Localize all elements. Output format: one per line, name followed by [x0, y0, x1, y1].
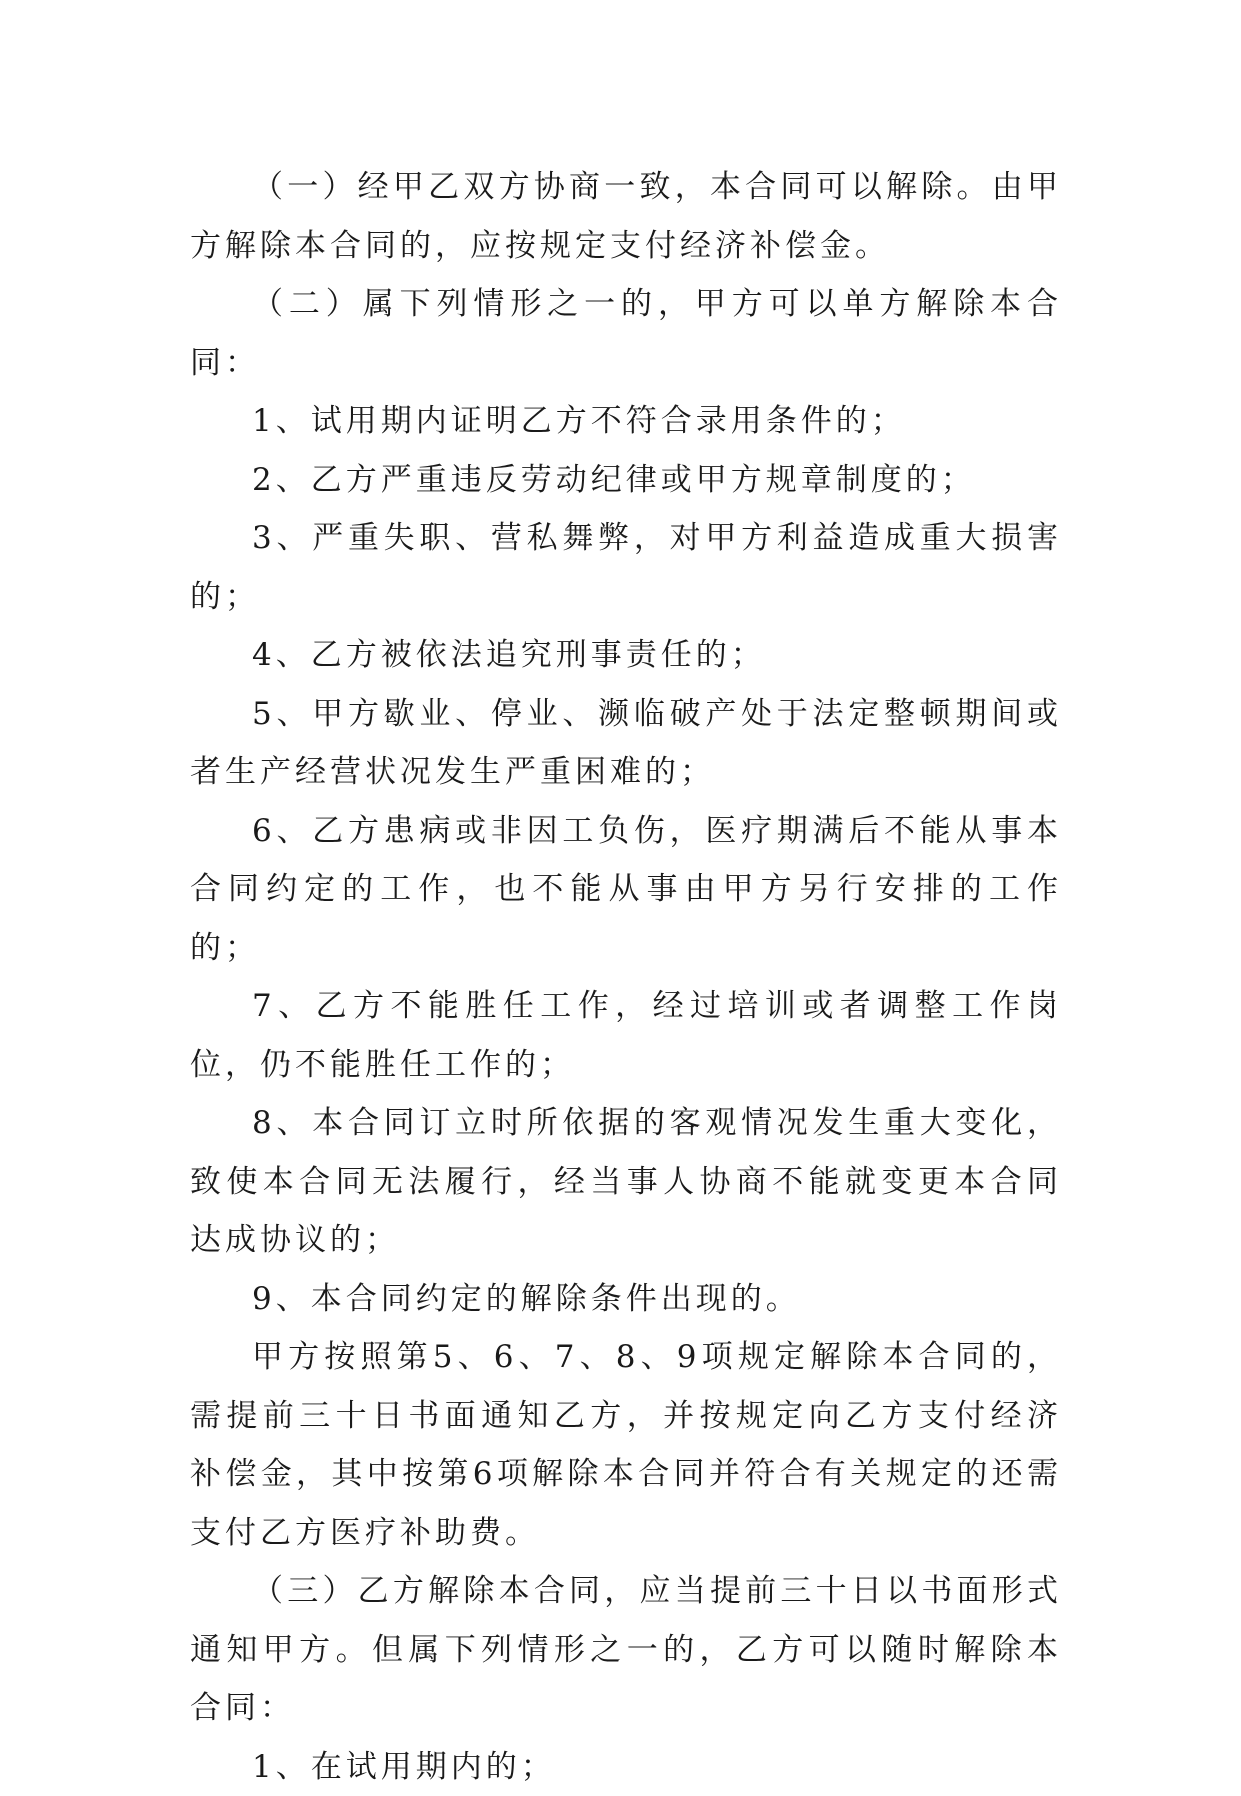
list-item: 3、严重失职、营私舞弊，对甲方利益造成重大损害的； — [190, 509, 1062, 626]
list-item: 8、本合同订立时所依据的客观情况发生重大变化，致使本合同无法履行，经当事人协商不能就变更本合同达成协议的； — [190, 1094, 1062, 1270]
list-item: 2、乙方严重违反劳动纪律或甲方规章制度的； — [190, 451, 1062, 510]
paragraph-clause-3: （三）乙方解除本合同，应当提前三十日以书面形式通知甲方。但属下列情形之一的，乙方可以随时解除本合同： — [190, 1562, 1062, 1738]
list-item: 7、乙方不能胜任工作，经过培训或者调整工作岗位，仍不能胜任工作的； — [190, 977, 1062, 1094]
document-body — [190, 158, 1062, 1796]
paragraph-clause-2: （二）属下列情形之一的，甲方可以单方解除本合同： — [190, 275, 1062, 392]
list-item: 1、试用期内证明乙方不符合录用条件的； — [190, 392, 1062, 451]
list-item: 9、本合同约定的解除条件出现的。 — [190, 1270, 1062, 1329]
list-item: 6、乙方患病或非因工负伤，医疗期满后不能从事本合同约定的工作，也不能从事由甲方另行安排的工作的； — [190, 802, 1062, 978]
list-item: 1、在试用期内的； — [190, 1738, 1062, 1796]
list-item: 4、乙方被依法追究刑事责任的； — [190, 626, 1062, 685]
paragraph-clause-1: （一）经甲乙双方协商一致，本合同可以解除。由甲方解除本合同的，应按规定支付经济补偿金。 — [190, 158, 1062, 275]
paragraph-notice: 甲方按照第5、6、7、8、9项规定解除本合同的，需提前三十日书面通知乙方，并按规定向乙方支付经济补偿金，其中按第6项解除本合同并符合有关规定的还需支付乙方医疗补助费。 — [190, 1328, 1062, 1562]
list-item: 5、甲方歇业、停业、濒临破产处于法定整顿期间或者生产经营状况发生严重困难的； — [190, 685, 1062, 802]
